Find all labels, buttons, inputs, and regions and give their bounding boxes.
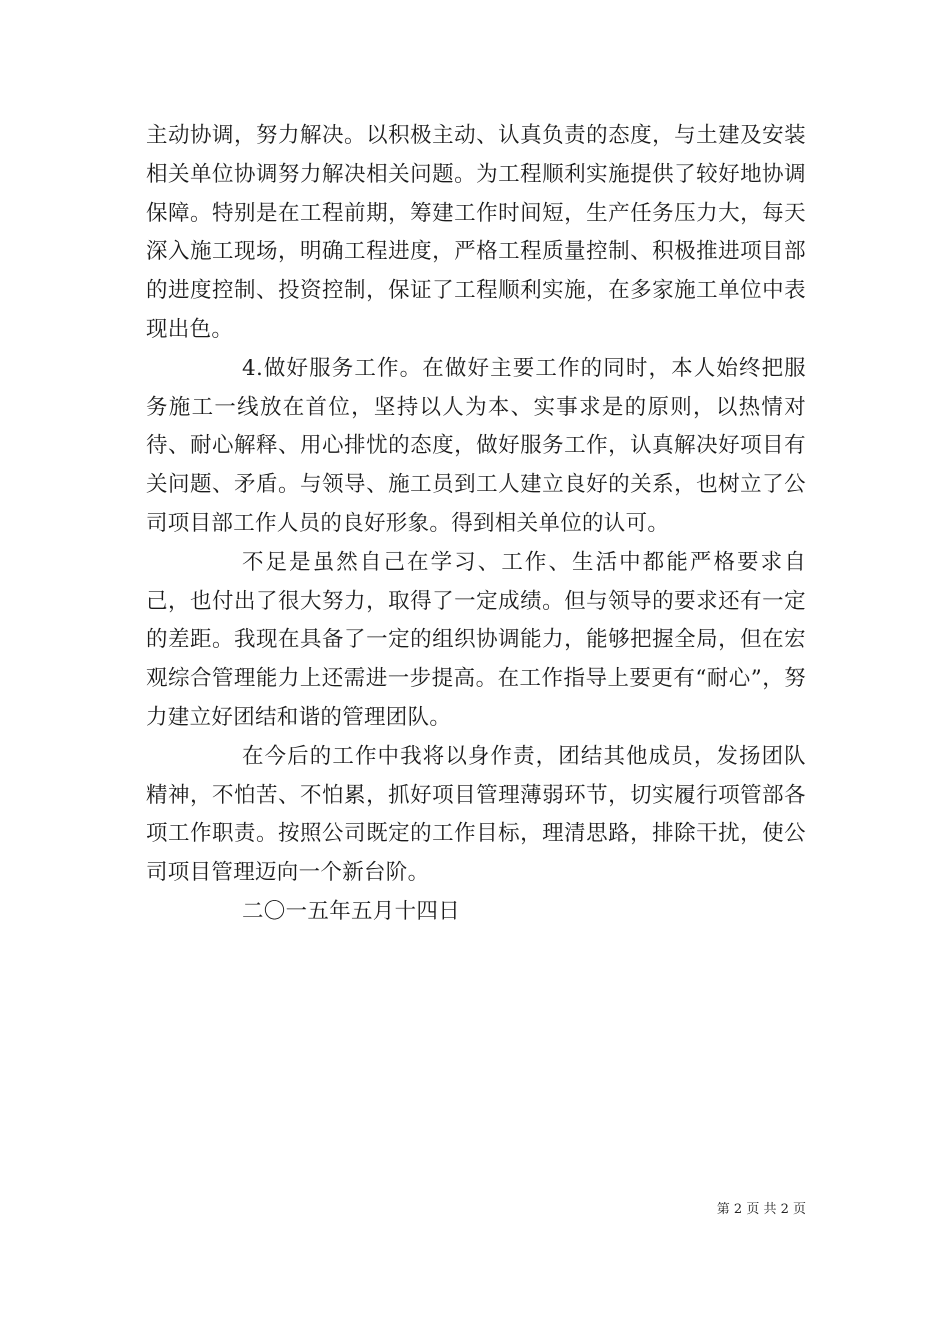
document-body [146,117,806,932]
paragraph-1: 主动协调，努力解决。以积极主动、认真负责的态度，与土建及安装相关单位协调努力解决相关问题。为工程顺利实施提供了较好地协调保障。特别是在工程前期，筹建工作时间短，生产任务压力大，每天深入施工现场，明确工程进度，严格工程质量控制、积极推进项目部的进度控制、投资控制，保证了工程顺利实施，在多家施工单位中表现出色。 [146,123,806,342]
page-number-footer: 第 2 页 共 2 页 [716,1202,806,1217]
paragraph-4: 在今后的工作中我将以身作责，团结其他成员，发扬团队精神，不怕苦、不怕累，抓好项目管理薄弱环节，切实履行项管部各项工作职责。按照公司既定的工作目标，理清思路，排除干扰，使公司项目管理迈向一个新台阶。 [146,743,806,886]
paragraph-3: 不足是虽然自己在学习、工作、生活中都能严格要求自己，也付出了很大努力，取得了一定成绩。但与领导的要求还有一定的差距。我现在具备了一定的组织协调能力，能够把握全局，但在宏观综合管理能力上还需进一步提高。在工作指导上要更有“耐心”，努力建立好团结和谐的管理团队。 [146,549,806,730]
document-date: 二〇一五年五月十四日 [242,898,461,924]
paragraph-2: 4.做好服务工作。在做好主要工作的同时，本人始终把服务施工一线放在首位，坚持以人为本、实事求是的原则，以热情对待、耐心解释、用心排忧的态度，做好服务工作，认真解决好项目有关问题、矛盾。与领导、施工员到工人建立良好的关系，也树立了公司项目部工作人员的良好形象。得到相关单位的认可。 [146,355,806,536]
